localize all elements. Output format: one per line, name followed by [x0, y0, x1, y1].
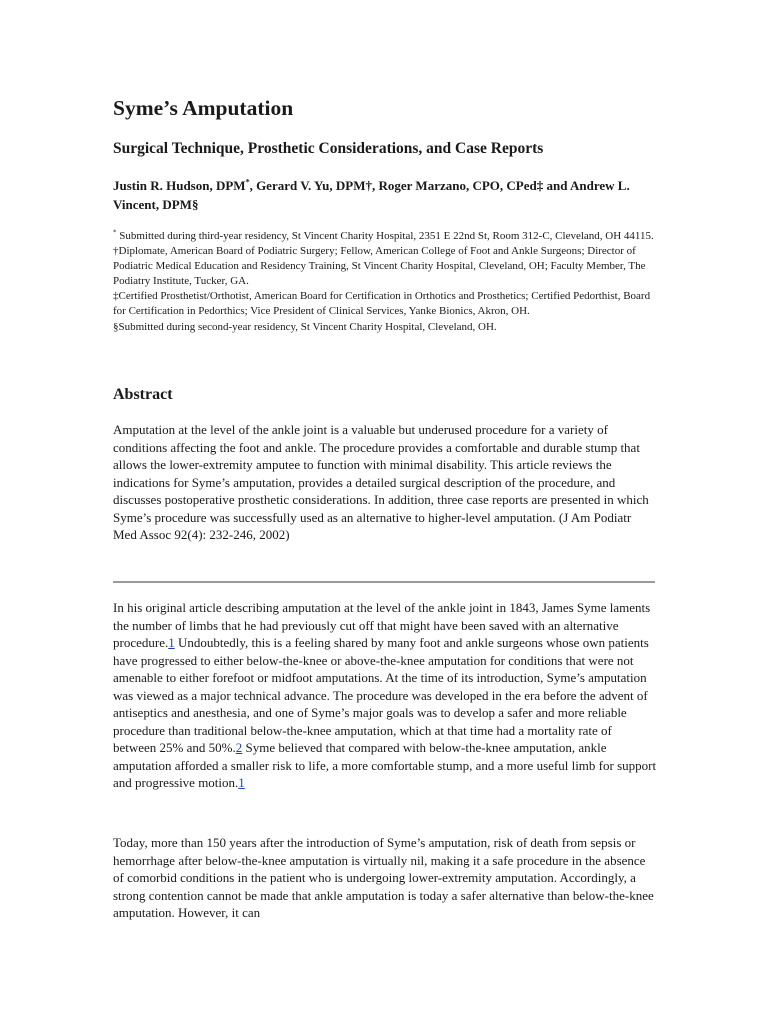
body-p1-text-c: Syme believed that compared with below-the-knee amputation, ankle amputation afforded a smaller risk to life, a more comfortable stump, and a more useful limb for support and progressive motion.: [113, 740, 657, 790]
body-p1-text-b: Undoubtedly, this is a feeling shared by many foot and ankle surgeons whose own patients have progressed to either below-the-knee or above-the-knee amputation for conditions that were not amenable to either forefoot or midfoot amputations. At the time of its introduction, Syme’s amputation was viewed as a major technical advance. The procedure was developed in the era before the advent of antiseptics and anesthesia, and one of Syme’s major goals was to develop a safer and more reliable procedure than traditional below-the-knee amputation, which at that time had a mortality rate of between 25% and 50%.: [113, 635, 649, 755]
affiliations: [113, 229, 658, 335]
reference-link-1[interactable]: 1: [168, 635, 175, 650]
affiliation-2: †Diplomate, American Board of Podiatric Surgery; Fellow, American College of Foot and Ankle Surgeons; Director of Podiatric Medical Education and Residency Training, St Vincent Charity Hospital, Cleveland, OH; Faculty Member, The Podiatry Institute, Tucker, GA.: [113, 245, 646, 288]
affiliation-4: §Submitted during second-year residency, St Vincent Charity Hospital, Cleveland, OH.: [113, 320, 497, 333]
reference-link-2[interactable]: 2: [235, 740, 243, 755]
section-divider: [113, 581, 655, 583]
affiliation-3: ‡Certified Prosthetist/Orthotist, American Board for Certification in Orthotics and Prosthetics; Certified Pedorthist, Board for Certification in Pedorthics; Vice President of Clinical Services, Yanke Bionics, Akron, OH.: [113, 290, 651, 318]
body-paragraph-2: Today, more than 150 years after the introduction of Syme’s amputation, risk of death from sepsis or hemorrhage after below-the-knee amputation is virtually nil, making it a safe procedure in the absence of comorbid conditions in the patient who is undergoing lower-extremity amputation. Accordingly, a strong contention cannot be made that ankle amputation is today a safer alternative than below-the-knee amputation. However, it can: [113, 835, 654, 920]
affiliation-1-text: Submitted during third-year residency, St Vincent Charity Hospital, 2351 E 22nd St, Room 312-C, Cleveland, OH 44115.: [116, 230, 654, 242]
affiliation-1-mark: *: [113, 228, 117, 237]
article-subtitle: Surgical Technique, Prosthetic Considerations, and Case Reports: [113, 140, 544, 157]
article-title: Syme’s Amputation: [113, 96, 294, 120]
author-1-mark: *: [245, 177, 250, 187]
author-others: , Gerard V. Yu, DPM†, Roger Marzano, CPO, CPed‡ and Andrew L. Vincent, DPM§: [113, 178, 630, 212]
abstract-text: Amputation at the level of the ankle joint is a valuable but underused procedure for a variety of conditions affecting the foot and ankle. The procedure provides a comfortable and durable stump that allows the lower-extremity amputee to function with minimal disability. This article reviews the indications for Syme’s amputation, provides a detailed surgical description of the procedure, and discusses postoperative prosthetic considerations. In addition, three case reports are presented in which Syme’s procedure was successfully used as an alternative to higher-level amputation. (J Am Podiatr Med Assoc 92(4): 232-246, 2002): [113, 422, 649, 542]
author-list: [113, 176, 658, 214]
author-1: Justin R. Hudson, DPM: [113, 178, 246, 193]
affiliation-1: [113, 229, 658, 244]
reference-link-3[interactable]: 1: [238, 775, 245, 790]
body-paragraph-1: [113, 599, 658, 792]
body-p1-text-a: In his original article describing amputation at the level of the ankle joint in 1843, James Syme laments the number of limbs that he had previously cut off that might have been saved with an alternative procedure.: [113, 600, 651, 650]
abstract-heading: Abstract: [113, 386, 173, 403]
